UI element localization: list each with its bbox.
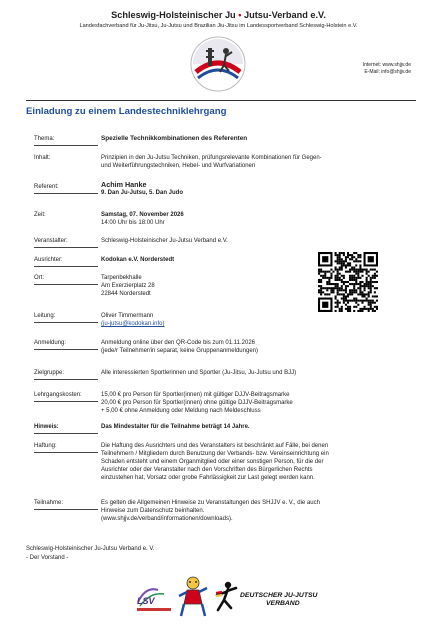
contact-info	[363, 62, 411, 76]
ort-line: Am Exerzierplatz 28	[101, 283, 155, 289]
anmeldung-value	[101, 339, 258, 355]
header-divider	[26, 100, 416, 101]
zielgruppe-label: Zielgruppe:	[34, 370, 65, 376]
qr-code-icon[interactable]	[318, 252, 378, 312]
kosten-line: 15,00 € pro Person für Sportler(innen) mit gültiger DJJV-Beitragsmarke	[101, 392, 290, 398]
leitung-rule	[34, 322, 98, 323]
org-subtitle: Landesfachverband für Ju-Jitsu, Ju-Jutsu und Brazilian Jiu-Jitsu im Landessportverband Schleswig-Holstein e.V.	[79, 23, 358, 29]
ausrichter-value: Kodokan e.V. Norderstedt	[101, 257, 175, 263]
anmeldung-label: Anmeldung:	[34, 340, 67, 346]
ausrichter-label: Ausrichter:	[34, 257, 63, 263]
inhalt-line: Prinzipien in den Ju-Jutsu Techniken, prüfungsrelevante Kombinationen für Gegen-	[101, 155, 322, 161]
page-title: Einladung zu einem Landestechniklehrgang	[26, 106, 227, 117]
anmeldung-line: Anmeldung online über den QR-Code bis zum 01.11.2026	[101, 340, 255, 346]
thema-label: Thema:	[34, 136, 55, 142]
djjv-name-line2: VERBAND	[266, 600, 300, 607]
footer-org: Schleswig-Holsteinischer Ju-Jutsu Verband e. V.	[26, 546, 155, 552]
referent-label: Referent:	[34, 184, 59, 190]
lsv-logo-icon	[134, 582, 174, 614]
referent-grade: 9. Dan Ju-Jutsu, 5. Dan Judo	[101, 190, 184, 196]
haftung-line: Die Haftung des Ausrichters und des Veranstalters ist beschränkt auf Fälle, bei denen	[101, 443, 329, 449]
referent-name: Achim Hanke	[101, 180, 147, 189]
kosten-rule	[34, 401, 98, 402]
leitung-email-link[interactable]: (ju-jutsu@kodokan.info)	[101, 321, 165, 327]
kosten-line: 20,00 € pro Person für Sportler(innen) ohne gültige DJJV-Beitragsmarke	[101, 400, 293, 406]
zeit-label: Zeit:	[34, 212, 46, 218]
veranstalter-label: Veranstalter:	[34, 238, 68, 244]
zeit-time: 14:00 Uhr bis 18:00 Uhr	[101, 220, 165, 226]
haftung-label: Haftung:	[34, 443, 57, 449]
veranstalter-rule	[34, 247, 98, 248]
hinweis-label: Hinweis:	[34, 424, 59, 430]
leitung-label: Leitung:	[34, 313, 56, 319]
inhalt-value	[101, 154, 322, 170]
anmeldung-rule	[34, 349, 98, 350]
referent-value	[101, 181, 183, 197]
inhalt-label: Inhalt:	[34, 155, 51, 161]
hinweis-rule	[34, 433, 98, 434]
teilnahme-line: Hinweise zum Datenschutz beinhalten.	[101, 508, 205, 514]
teilnahme-label: Teilnahme:	[34, 500, 64, 506]
kosten-line: + 5,00 € ohne Anmeldung oder Meldung nach Meldeschluss	[101, 408, 261, 414]
email-text: E-Mail: info@shjjv.de	[364, 69, 411, 75]
thema-value: Spezielle Technikkombinationen des Referenten	[101, 135, 248, 142]
kosten-value	[101, 391, 293, 415]
association-logo-icon	[188, 34, 248, 94]
org-name-part2: Jutsu-Verband e.V.	[244, 10, 326, 20]
djjv-emblem-icon	[214, 580, 238, 614]
thema-rule	[34, 145, 98, 146]
zielgruppe-value: Alle interessierten Sportlerinnen und Sportler (Ju-Jitsu, Ju-Jutsu und BJJ)	[101, 370, 297, 376]
haftung-line: einzustehen hat, Vorsatz oder grobe Fahrlässigkeit zur Last gelegt werden kann.	[101, 475, 315, 481]
inhalt-line: und Weiterführungstechniken, Hebel- und Wurfvariationen	[101, 163, 256, 169]
ausrichter-rule	[34, 266, 98, 267]
leitung-name: Oliver Timmermann	[101, 313, 154, 319]
referent-rule	[34, 193, 98, 194]
djjv-logo-text	[240, 592, 317, 608]
djjv-name-line1: DEUTSCHER JU-JUTSU	[240, 592, 318, 599]
mascot-logo-icon	[178, 574, 208, 620]
ort-line: 22844 Norderstedt	[101, 291, 151, 297]
internet-text: Internet: www.shjjv.de	[362, 62, 411, 68]
anmeldung-line: (jede/r Teilnehmer/in separat, keine Gruppenanmeldungen)	[101, 348, 258, 354]
ort-line: Tarpenbekhalle	[101, 275, 142, 281]
haftung-line: Teilnehmern / Mitgliedern durch Benutzung der Verbands- bzw. Vereinseinrichtung ein	[101, 451, 329, 457]
ort-rule	[34, 284, 98, 285]
ort-label: Ort:	[34, 275, 44, 281]
zielgruppe-rule	[34, 379, 98, 380]
teilnahme-value	[101, 499, 320, 523]
org-name-dot: •	[235, 10, 245, 20]
org-name-part1: Schleswig-Holsteinischer Ju	[111, 10, 236, 20]
zeit-value	[101, 211, 184, 227]
teilnahme-link[interactable]: (www.shjjv.de/verband/informationen/downloads).	[101, 516, 233, 522]
haftung-line: Ausrichter oder der Veranstalter nach den Vorschriften des Bürgerlichen Rechts	[101, 467, 313, 473]
lsv-text: LSV	[137, 596, 155, 606]
org-name	[0, 10, 437, 20]
footer-board: - Der Vorstand -	[26, 555, 69, 561]
zeit-date: Samstag, 07. November 2026	[101, 212, 184, 218]
haftung-value	[101, 442, 329, 482]
ort-value	[101, 274, 155, 298]
kosten-label: Lehrgangskosten:	[34, 392, 82, 398]
leitung-value	[101, 312, 164, 328]
hinweis-value: Das Mindestalter für die Teilnahme beträgt 14 Jahre.	[101, 424, 250, 430]
haftung-rule	[34, 452, 98, 453]
teilnahme-rule	[34, 509, 98, 510]
haftung-line: Schaden entsteht und einem Organmitglied oder einer sonstigen Person, für die der	[101, 459, 324, 465]
teilnahme-line: Es gelten die Allgemeinen Hinweise zu Veranstaltungen des SHJJV e. V., die auch	[101, 500, 320, 506]
veranstalter-value: Schleswig-Holsteinischer Ju-Jutsu Verband e.V.	[101, 238, 228, 244]
